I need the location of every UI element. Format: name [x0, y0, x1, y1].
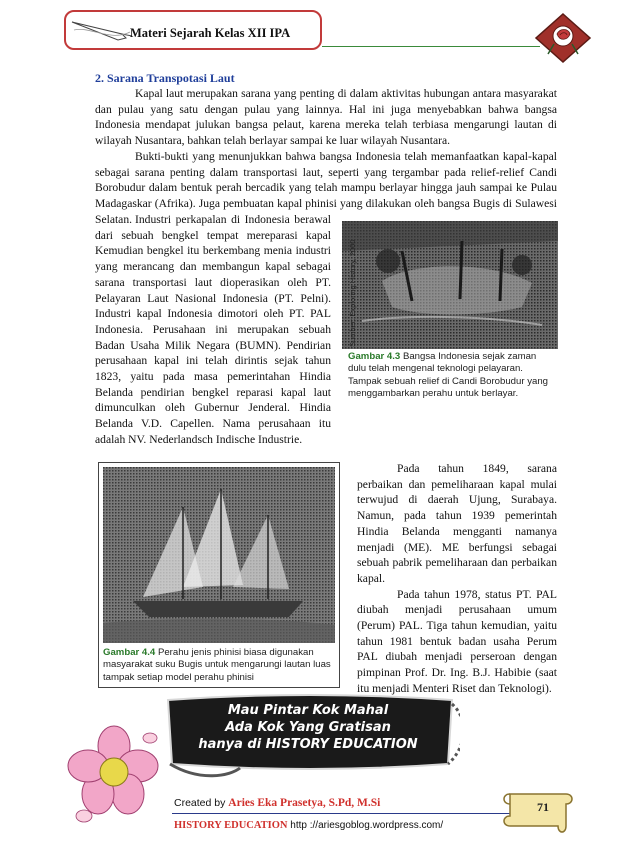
figure-4-3 [342, 221, 558, 399]
history-education-name: HISTORY EDUCATION [174, 820, 288, 831]
paragraph-4: Pada tahun 1849, sarana perbaikan dan pemeliharaan kapal mulai terwujud di daerah Ujung, Surabaya. Namun, pada tahun 1939 pemerintah Hindia Belanda mengganti namanya menjadi (ME). ME berfungsi sebagai sebuah pabrik pemeliharaan dan perbaikan kapal. [357, 462, 557, 585]
figure-4-4-label: Gambar 4.4 [103, 647, 156, 658]
figure-4-4-caption [103, 647, 337, 684]
figure-4-3-caption [348, 351, 556, 400]
header-divider [322, 46, 540, 47]
body-right-column [357, 461, 557, 697]
footer-history [174, 820, 443, 831]
borobudur-relief-photo [342, 221, 558, 349]
body-full [95, 86, 557, 227]
paragraph-1: Kapal laut merupakan sarana yang penting di dalam aktivitas hubungan antara masyarakat dan pulau yang satu dengan pulau yang lainnya. Hal ini juga menyebabkan bahwa bangsa Indonesia mendapat julukan bangsa pelaut, karena mereka telah terbiasa mengarungi lautan di wilayah Nusantara, bahkan telah berlayar sampai ke luar wilayah Nusantara. [95, 87, 557, 148]
created-by-label: Created by [174, 797, 226, 809]
paragraph-5: Pada tahun 1978, status PT. PAL diubah menjadi perusahaan umum (Perum) PAL. Tiga tahun kemudian, yaitu tahun 1981 bentuk badan usaha Perum PAL diubah menjadi perseroan dengan pimpinan Prof. Dr. Ing. B.J. Habibie (saat itu menjadi Menteri Riset dan Teknologi). [357, 587, 557, 695]
figure-4-3-caption-text: Bangsa Indonesia sejak zaman dulu telah mengenal teknologi pelayaran. Tampak sebuah relief di Candi Borobudur yang menggambarkan perahu untuk berlayar. [348, 351, 548, 399]
figure-4-4-caption-text: Perahu jenis phinisi biasa digunakan masyarakat suku Bugis untuk mengarungi lautan luas tampak setiap model perahu phinisi [103, 647, 331, 683]
phinisi-ship-photo [103, 467, 335, 643]
footer-divider [172, 813, 512, 814]
promo-line-1: Mau Pintar Kok Mahal [227, 703, 389, 718]
blog-url[interactable]: http ://ariesgoblog.wordpress.com/ [290, 820, 444, 831]
figure-4-3-label: Gambar 4.3 [348, 351, 401, 362]
section-title: 2. Sarana Transpotasi Laut [95, 71, 235, 85]
flower-icon [64, 718, 164, 828]
page-number: 71 [537, 800, 549, 814]
promo-banner-text [160, 702, 456, 753]
header-title: Materi Sejarah Kelas XII IPA [130, 26, 291, 40]
promo-line-3: hanya di HISTORY EDUCATION [198, 737, 418, 752]
paragraph-3: Industri perkapalan di Indonesia berawal dari sebuah bengkel tempat mereparasi kapal Kemudian bengkel itu berkembang menia industri yang merancang dan membangun kapal sebagai sarana transportasi laut dioperasikan oleh PT. Pelayaran Laut Nasional Indonesia (PT. Pelni). Industri kapal Indonesia dimotori oleh PT. PAL Indonesia. Perusahaan ini merupakan sebuah Badan Usaha Milik Negara (BUMN). Pendirian perusahaan kapal ini telah dirintis sejak tahun 1823, yaitu pada masa pemerintahan Hindia Belanda pendirian bengkel reparasi kapal laut dimunculkan oleh Gubernur Jenderal. Hindia Belanda V.D. Capellen. Nama perusahaan itu adalah NV. Nederlandsch Indische Industrie. [95, 213, 331, 446]
paragraph-2: Bukti-bukti yang menunjukkan bahwa bangsa Indonesia telah memanfaatkan kapal-kapal sebagai sarana penting dalam transportasi laut, seperti yang tergambar pada relief-relief Candi Borobudur dalam bentuk perah bercadik yang telah mampu berlayar hingga jauh sampai ke Pulau Madagaskar (Afrika). Juga pembuatan kapal phinisi yang dilakukan oleh bangsa Bugis di Sulawesi Selatan. [95, 149, 557, 226]
author-name: Aries Eka Prasetya, S.Pd, M.Si [228, 797, 381, 809]
footer-created [174, 797, 380, 809]
figure-4-4 [98, 462, 340, 688]
body-left-column [95, 212, 331, 448]
rose-icon [530, 10, 596, 66]
figure-4-3-source: Sumber: Exploring History, 2000 [348, 239, 357, 347]
promo-line-2: Ada Kok Yang Gratisan [225, 720, 391, 735]
